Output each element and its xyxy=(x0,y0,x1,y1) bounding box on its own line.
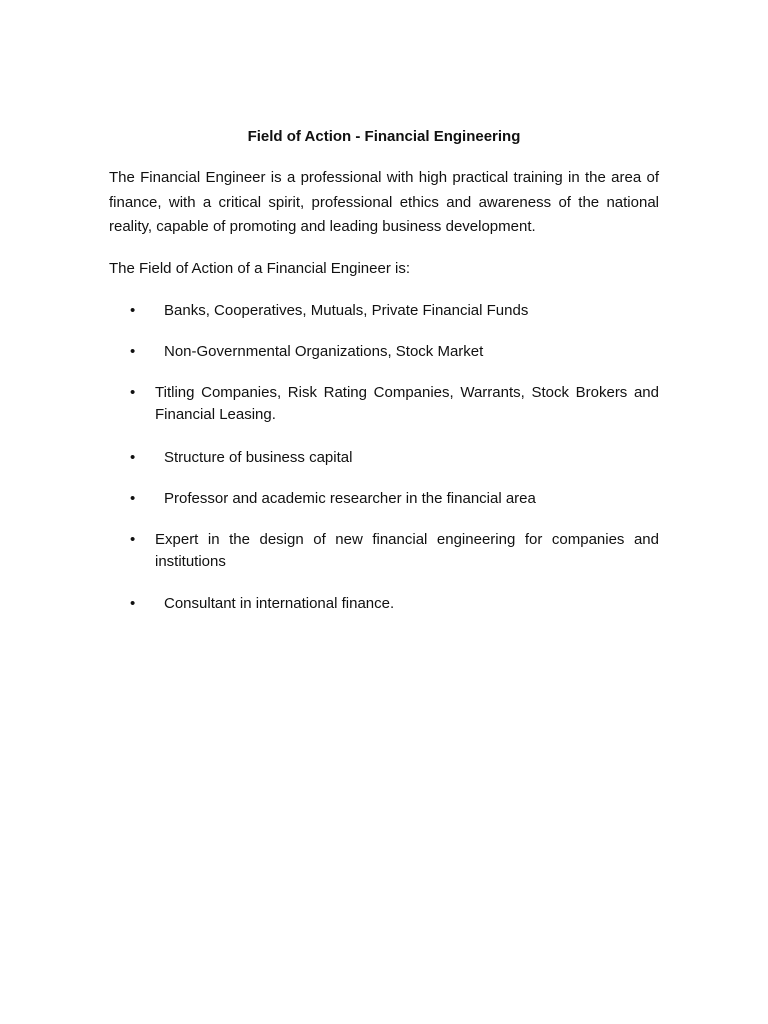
list-item-banks xyxy=(109,300,659,322)
list-item-text: Structure of business capital xyxy=(164,449,353,466)
list-item-text: Non-Governmental Organizations, Stock Market xyxy=(164,343,484,360)
document-title: Field of Action - Financial Engineering xyxy=(247,128,521,145)
list-item-consultant xyxy=(109,593,659,615)
list-lead-sentence: The Field of Action of a Financial Engineer is: xyxy=(109,260,410,277)
bullet-icon: • xyxy=(130,384,136,401)
list-item-professor xyxy=(109,488,659,510)
intro-paragraph: The Financial Engineer is a professional with high practical training in the area of finance, with a critical spirit, professional ethics and awareness of the national reality, capable of promoting and leading business development. xyxy=(109,169,659,235)
list-item-expert xyxy=(109,529,659,572)
list-item-structure xyxy=(109,447,659,469)
list-item-text: Consultant in international finance. xyxy=(164,595,395,612)
list-item-text: Expert in the design of new financial engineering for companies and institutions xyxy=(155,531,659,570)
bullet-icon: • xyxy=(130,531,136,548)
bullet-icon: • xyxy=(130,449,136,466)
bullet-icon: • xyxy=(130,490,136,507)
list-item-text: Banks, Cooperatives, Mutuals, Private Financial Funds xyxy=(164,302,529,319)
bullet-icon: • xyxy=(130,302,136,319)
list-item-text: Titling Companies, Risk Rating Companies, Warrants, Stock Brokers and Financial Leasing. xyxy=(155,384,659,423)
bullet-icon: • xyxy=(130,595,136,612)
list-item-titling xyxy=(109,382,659,425)
bullet-icon: • xyxy=(130,343,136,360)
list-item-text: Professor and academic researcher in the financial area xyxy=(164,490,536,507)
list-item-ngos xyxy=(109,341,659,363)
